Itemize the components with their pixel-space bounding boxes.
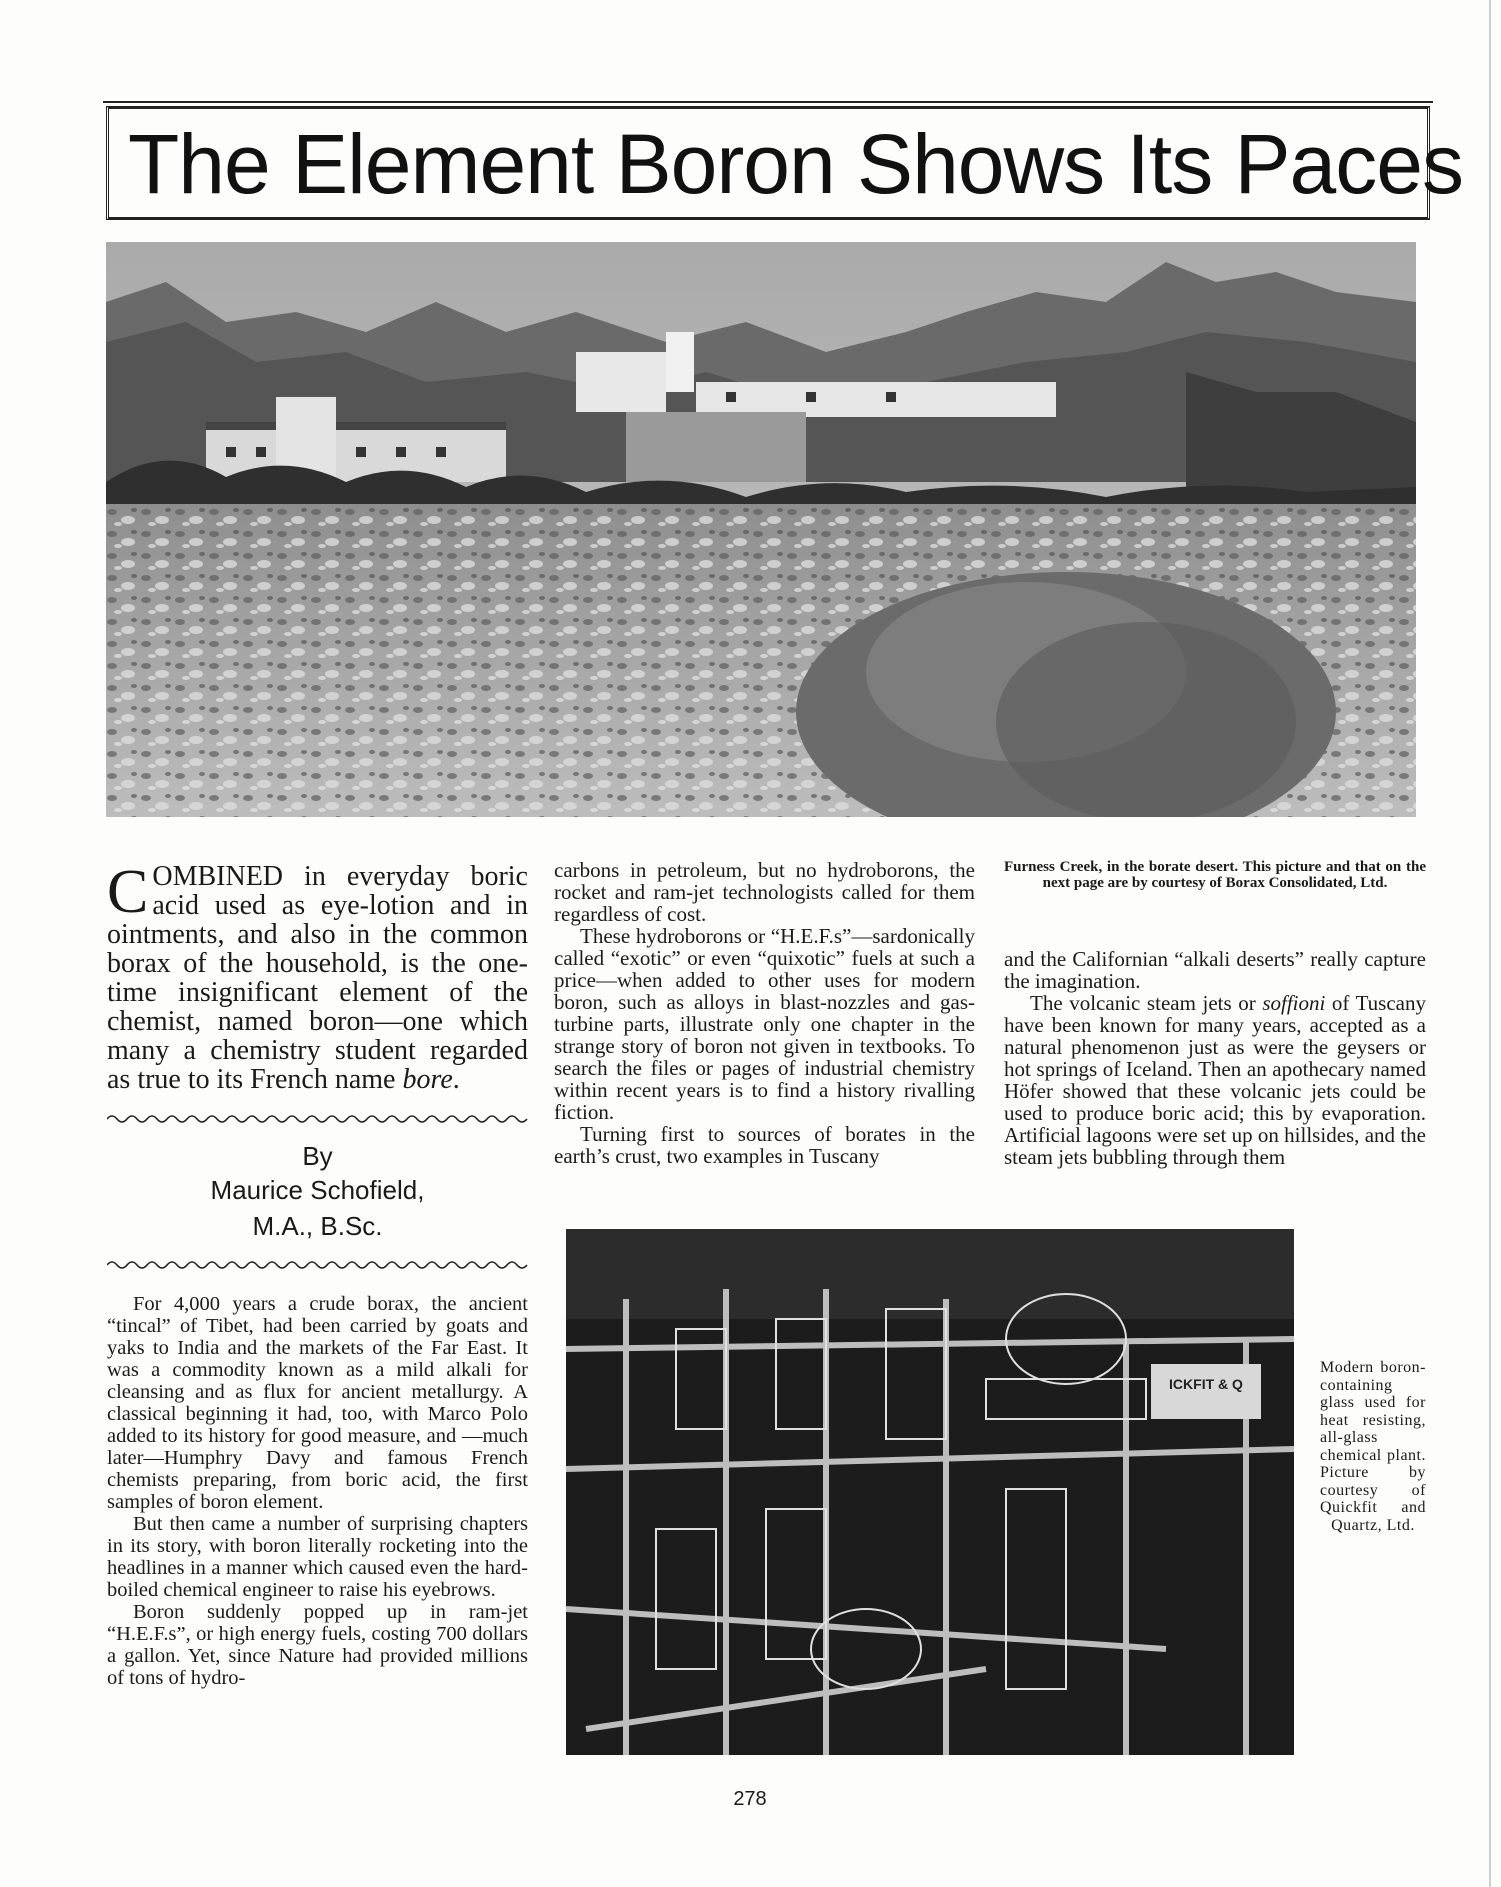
paragraph: But then came a number of surprising chapters in its story, with boron literally rocketing into the headlines in a manner which caused even the hard-boiled chemical engineer to raise his eyebrows. — [107, 1513, 528, 1601]
column-3-body — [1004, 948, 1426, 1168]
paragraph-text: The volcanic steam jets or — [1030, 991, 1263, 1015]
drop-cap: C — [107, 858, 149, 926]
chemical-plant-photo — [566, 1229, 1294, 1755]
byline-author: Maurice Schofield, — [210, 1175, 425, 1205]
paragraph-emphasis: soffioni — [1262, 991, 1326, 1015]
glass-plant-illustration — [566, 1229, 1294, 1755]
lead-emphasis: bore — [402, 1064, 453, 1095]
desert-landscape-illustration — [106, 242, 1416, 817]
paragraph: and the Californian “alkali deserts” really capture the imagination. — [1004, 947, 1426, 993]
paragraph: These hydroborons or “H.E.F.s”—sardonically called “exotic” or even “quixotic” fuels at such a price—when added to other uses for modern boron, such as alloys in blast-nozzles and gas-turbine parts, illustrate only one chapter in the strange story of boron not given in textbooks. To search the files or pages of industrial chemistry within recent years is to find a history rivalling fiction. — [554, 924, 975, 1124]
lead-paragraph — [107, 858, 528, 1095]
photo-signage: ICKFIT & Q — [1169, 1376, 1243, 1392]
paragraph-text: of Tuscany have been known for many years, accepted as a natural phenomenon just as were the geysers or hot springs of Iceland. Then an apothecary named Höfer showed that these volcanic jets could be used to produce boric acid; this by evaporation. Artificial lagoons were set up on hillsides, and the steam jets bubbling through them — [1004, 991, 1426, 1169]
plant-photo-caption: Modern boron-containing glass used for heat resisting, all-glass chemical plant. Picture by courtesy of Quickfit and Quartz, Ltd. — [1320, 1359, 1426, 1534]
lead-text: OMBINED in everyday boric acid used as eye-lotion and in ointments, and also in the common borax of the household, is the one-time insignificant element of the chemist, named boron—one which many a chemistry student regarded as true to its French name — [107, 861, 528, 1095]
wavy-divider-top — [107, 1113, 528, 1125]
wavy-divider-bottom — [107, 1259, 528, 1271]
column-2-body — [554, 859, 975, 1167]
page-number: 278 — [733, 1788, 767, 1810]
paragraph: Turning first to sources of borates in the earth’s crust, two examples in Tuscany — [554, 1122, 975, 1168]
paragraph: carbons in petroleum, but no hydroborons, the rocket and ram-jet technologists called for them regardless of cost. — [554, 858, 975, 926]
column-1-body — [107, 1293, 528, 1689]
page-edge — [1489, 0, 1491, 1887]
paragraph: Boron suddenly popped up in ram-jet “H.E.F.s”, or high energy fuels, costing 700 dollars a gallon. Yet, since Nature had provided millions of tons of hydro- — [107, 1601, 528, 1689]
byline-by: By — [302, 1141, 333, 1171]
paragraph — [1004, 992, 1426, 1168]
desert-photo — [106, 242, 1416, 817]
page-title: The Element Boron Shows Its Paces — [128, 117, 1463, 211]
lead-end: . — [452, 1064, 460, 1095]
paragraph: For 4,000 years a crude borax, the ancient “tincal” of Tibet, had been carried by goats and yaks to India and the markets of the Far East. It was a commodity known as a mild alkali for cleansing and as flux for ancient metallurgy. A classical beginning it had, too, with Marco Polo added to its history for good measure, and —much later—Humphry Davy and famous French chemists preparing, from boric acid, the first samples of boron element. — [107, 1293, 528, 1513]
desert-photo-caption: Furness Creek, in the borate desert. This picture and that on the next page are by courtesy of Borax Consolidated, Ltd. — [1004, 859, 1426, 891]
byline-degrees: M.A., B.Sc. — [252, 1211, 383, 1241]
title-top-rule — [103, 101, 1433, 103]
